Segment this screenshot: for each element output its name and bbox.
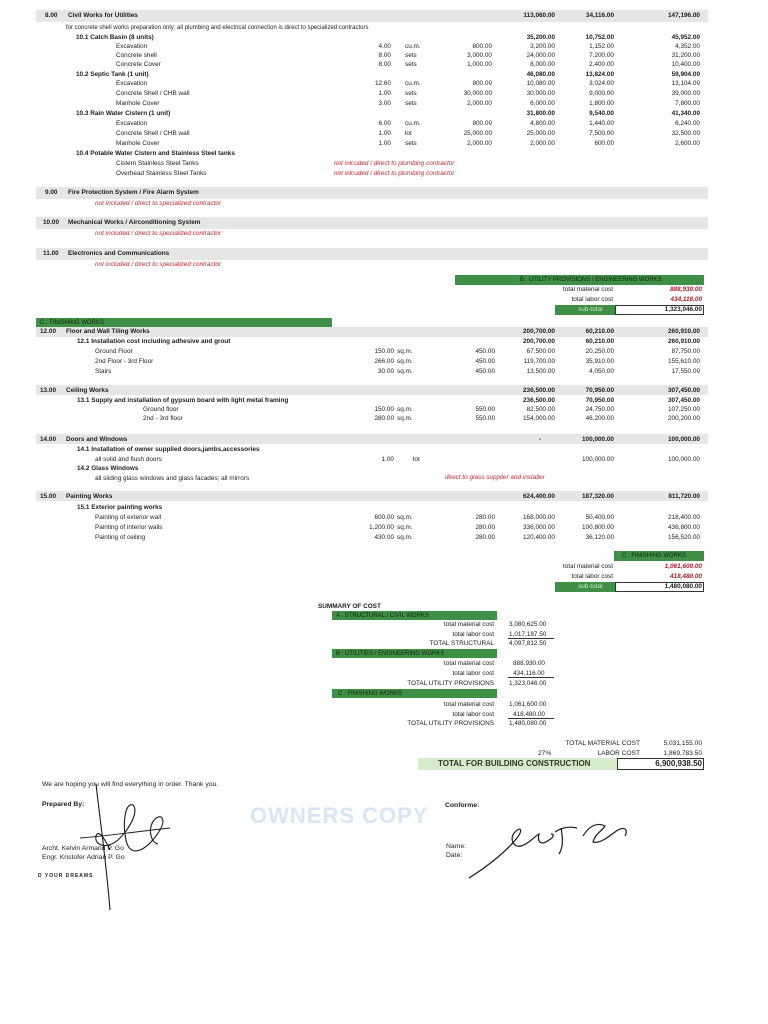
row-unit: sets (405, 90, 417, 97)
subsection-title: 10.2 Septic Tank (1 unit) (76, 71, 149, 78)
row-material: 2,000.00 (530, 140, 555, 147)
row-desc: Manhole Cover (116, 140, 160, 147)
subsection-title: 13.1 Supply and installation of gypsum board with light metal framing (77, 397, 289, 404)
subsection-total: 59,904.00 (671, 71, 700, 78)
signature-right (465, 808, 640, 888)
row-unit: sq.m. (397, 358, 413, 365)
row-rate: 280.00 (475, 534, 495, 541)
row-qty: 150.00 (374, 348, 394, 355)
summary-a-header: A : STRUCTURAL / CIVIL WORKS (336, 613, 429, 619)
not-included-note: direct to glass supplier and installer (445, 474, 545, 481)
summary-c-mat: 1,061,600.00 (509, 701, 547, 708)
section-12-material: 200,700.00 (523, 328, 555, 335)
section-13-material: 236,500.00 (523, 387, 555, 394)
section-11-number: 11.00 (43, 250, 59, 257)
conforme-label: Conforme: (445, 802, 480, 809)
b-summary-lab-label: total labor cost (571, 296, 613, 303)
subsection-labor: 60,210.00 (585, 338, 614, 345)
row-labor: 2,400.00 (589, 61, 614, 68)
section-13-number: 13.00 (40, 387, 56, 394)
summary-c-mat-label: total material cost (443, 701, 494, 708)
section-15-total: 811,720.00 (668, 493, 700, 500)
section-8-title: Civil Works for Utilities (68, 12, 138, 19)
row-labor: 7,500.00 (589, 130, 614, 137)
row-desc: Stairs (95, 368, 112, 375)
subsection-title: 10.3 Rain Water Cistern (1 unit) (76, 110, 171, 117)
grand-lab: 1,869,783.50 (663, 750, 702, 757)
row-desc: Concrete Shell / CHB wall (116, 90, 190, 97)
summary-b-header: B : UTILITIES / ENGINEERING WORKS (336, 651, 445, 657)
section-15-material: 624,400.00 (523, 493, 555, 500)
section-10-number: 10.00 (43, 219, 59, 226)
grand-lab-label: LABOR COST (597, 750, 640, 757)
row-labor: 1,440.00 (589, 120, 614, 127)
row-qty: 280.00 (374, 415, 394, 422)
subsection-title: 12.1 Installation cost including adhesive and grout (77, 338, 231, 345)
section-13-total: 307,450.00 (668, 387, 700, 394)
date-label: Date: (446, 852, 463, 859)
row-rate: 550.00 (475, 406, 495, 413)
row-labor: 35,910.00 (585, 358, 614, 365)
row-qty: 8.00 (378, 52, 391, 59)
row-rate: 30,000.00 (463, 90, 492, 97)
section-8-note: for concrete shell works preparation only; all plumbing and electrical connection is direct to specialized contractors (66, 25, 369, 31)
row-rate: 3,000.00 (467, 52, 492, 59)
row-qty: 12.60 (375, 80, 391, 87)
summary-a-underline (508, 638, 554, 639)
summary-c-lab: 418,480.00 (513, 711, 545, 718)
row-unit: sq.m. (397, 415, 413, 422)
subsection-title: 10.4 Potable Water Cistern and Stainless Steel tanks (76, 150, 235, 157)
row-rate: 2,000.00 (467, 100, 492, 107)
c-summary-mat-label: total material cost (562, 563, 613, 570)
row-total: 4,352.00 (675, 43, 700, 50)
subsection-total: 307,450.00 (668, 397, 700, 404)
row-material: 119,700.00 (523, 358, 555, 365)
c-summary-sub: 1,480,080.00 (664, 583, 702, 590)
summary-b-lab: 434,116.00 (513, 670, 545, 677)
b-summary-mat-label: total material cost (562, 286, 613, 293)
row-unit: sets (405, 100, 417, 107)
row-unit: sq.m. (397, 368, 413, 375)
row-labor: 3,024.00 (589, 80, 614, 87)
b-summary-sub: 1,323,046.00 (664, 306, 702, 313)
row-total: 31,200.00 (671, 52, 700, 59)
row-material: 336,000.00 (523, 524, 555, 531)
c-summary-header: C : FINISHING WORKS (622, 553, 687, 559)
subsection-material: 46,080.00 (526, 71, 555, 78)
row-qty: 8.00 (378, 61, 391, 68)
section-8-material: 113,060.00 (523, 12, 555, 19)
summary-c-tot-label: TOTAL UTILITY PROVISIONS (407, 720, 494, 727)
row-qty: 1,200.00 (369, 524, 394, 531)
row-material: 25,000.00 (526, 130, 555, 137)
row-rate: 280.00 (475, 524, 495, 531)
subsection-total: 41,340.00 (671, 110, 700, 117)
c-summary-mat: 1,061,600.00 (664, 563, 702, 570)
row-desc: Concrete shell (116, 52, 157, 59)
summary-a-tot-label: TOTAL STRUCTURAL (429, 640, 494, 647)
row-total: 2,600.00 (675, 140, 700, 147)
row-qty: 600.00 (374, 514, 394, 521)
row-qty: 4.00 (378, 43, 391, 50)
row-desc: Overhead Stainless Steel Tanks (116, 170, 207, 177)
section-15-labor: 187,320.00 (582, 493, 614, 500)
row-material: 8,000.00 (530, 61, 555, 68)
section-11-title: Electronics and Communications (68, 250, 170, 257)
grand-total: 6,900,938.50 (655, 759, 702, 768)
row-rate: 550.00 (475, 415, 495, 422)
row-desc: Ground floor (143, 406, 179, 413)
row-material: 24,000.00 (526, 52, 555, 59)
owners-copy-stamp: OWNERS COPY (250, 803, 429, 828)
row-desc: 2nd Floor - 3rd Floor (95, 358, 154, 365)
row-total: 10,400.00 (671, 61, 700, 68)
row-qty: 1.00 (381, 456, 394, 463)
subsection-title: 14.1 Installation of owner supplied doors,jambs,accessories (77, 446, 260, 453)
subsection-total: 260,910.00 (668, 338, 700, 345)
c-summary-sub-label: sub-total (578, 583, 603, 590)
row-total: 436,800.00 (668, 524, 700, 531)
prepared-by-label: Prepared By: (42, 801, 85, 808)
summary-a-tot: 4,097,812.50 (509, 640, 547, 647)
row-qty: 1.00 (378, 140, 391, 147)
row-material: 6,000.00 (530, 100, 555, 107)
c-summary-lab-label: total labor cost (571, 573, 613, 580)
row-material: 154,000.00 (523, 415, 555, 422)
row-desc: all solid and flush doors (95, 456, 162, 463)
row-material: 13,500.00 (526, 368, 555, 375)
section-12-labor: 60,210.00 (585, 328, 614, 335)
row-labor: 36,120.00 (585, 534, 614, 541)
subsection-labor: 13,824.00 (585, 71, 614, 78)
summary-b-mat-label: total material cost (443, 660, 494, 667)
row-total: 107,250.00 (668, 406, 700, 413)
row-unit: sq.m. (397, 524, 413, 531)
row-total: 32,500.00 (671, 130, 700, 137)
row-material: 30,000.00 (526, 90, 555, 97)
row-total: 13,104.00 (671, 80, 700, 87)
row-desc: Excavation (116, 43, 148, 50)
row-qty: 430.00 (374, 534, 394, 541)
row-unit: cu.m. (405, 43, 421, 50)
subsection-total: 45,952.00 (671, 34, 700, 41)
summary-b-tot: 1,323,046.00 (509, 680, 547, 687)
row-desc: Manhole Cover (116, 100, 160, 107)
row-unit: cu.m. (405, 80, 421, 87)
row-material: 10,080.00 (526, 80, 555, 87)
section-9-title: Fire Protection System / Fire Alarm System (68, 189, 199, 196)
b-summary-lab: 434,116.00 (670, 296, 702, 303)
row-rate: 280.00 (475, 514, 495, 521)
row-desc: Painting of ceiling (95, 534, 146, 541)
row-labor: 1,800.00 (589, 100, 614, 107)
section-12-title: Floor and Wall Tiling Works (66, 328, 150, 335)
row-rate: 450.00 (475, 348, 495, 355)
section-14-title: Doors and Windows (66, 436, 128, 443)
c-header: C : FINISHING WORKS (40, 320, 105, 326)
section-12-total: 260,910.00 (668, 328, 700, 335)
preparer-name-2: Engr. Kristofer Adrian P. Go (42, 854, 125, 861)
section-13-labor: 70,950.00 (585, 387, 614, 394)
row-unit: lot (405, 130, 412, 137)
subsection-title: 10.1 Catch Basin (8 units) (76, 34, 154, 41)
summary-title: SUMMARY OF COST (318, 603, 381, 610)
row-rate: 800.00 (472, 120, 492, 127)
section-14-labor: 100,000.00 (582, 436, 614, 443)
row-labor: 50,400.00 (585, 514, 614, 521)
row-total: 39,000.00 (671, 90, 700, 97)
summary-b-underline (508, 677, 554, 678)
row-qty: 30.00 (378, 368, 394, 375)
row-unit: sets (405, 140, 417, 147)
company-tagline: D YOUR DREAMS (38, 873, 94, 879)
row-total: 200,200.00 (668, 415, 700, 422)
subsection-material: 200,700.00 (523, 338, 555, 345)
row-total: 7,800.00 (675, 100, 700, 107)
b-summary-header: B : UTILITY PROVISIONS / ENGINEERING WORKS (520, 277, 662, 283)
preparer-name-1: Archt. Kelvin Armand P. Go (42, 845, 124, 852)
row-material: 120,400.00 (523, 534, 555, 541)
row-labor: 600.00 (594, 140, 614, 147)
row-qty: 6.00 (378, 120, 391, 127)
section-10-note: not included / direct to specialized contractor (95, 230, 222, 237)
grand-mat: 5,031,155.00 (663, 740, 702, 747)
row-material: 4,800.00 (530, 120, 555, 127)
summary-a-lab-label: total labor cost (452, 631, 494, 638)
row-rate: 800.00 (472, 43, 492, 50)
row-material: 168,000.00 (523, 514, 555, 521)
row-labor: 24,750.00 (585, 406, 614, 413)
row-unit: sq.m. (397, 406, 413, 413)
row-desc: Concrete Cover (116, 61, 161, 68)
row-desc: Cistern Stainless Steel Tanks (116, 160, 199, 167)
row-unit: sets (405, 52, 417, 59)
row-total: 17,550.00 (671, 368, 700, 375)
b-summary-sub-label: sub-total (578, 306, 603, 313)
section-14-material: - (538, 436, 541, 443)
row-unit: cu.m. (405, 120, 421, 127)
row-total: 6,240.00 (675, 120, 700, 127)
summary-c-header: C : FINISHING WORKS (338, 691, 403, 697)
summary-a-mat: 3,080,625.00 (509, 621, 547, 628)
section-9-note: not included / direct to specialized contractor (95, 200, 222, 207)
row-rate: 450.00 (475, 368, 495, 375)
summary-c-lab-label: total labor cost (452, 711, 494, 718)
row-desc: 2nd - 3rd floor (143, 415, 183, 422)
subsection-material: 31,800.00 (526, 110, 555, 117)
row-unit: sq.m. (397, 534, 413, 541)
summary-c-underline (508, 718, 554, 719)
subsection-labor: 9,540.00 (589, 110, 614, 117)
row-qty: 266.00 (374, 358, 394, 365)
summary-b-mat: 888,930.00 (513, 660, 545, 667)
row-unit: sq.m. (397, 514, 413, 521)
row-rate: 2,000.00 (467, 140, 492, 147)
row-material: 67,500.00 (526, 348, 555, 355)
not-included-note: not inlcuded / direct to plumbing contractor (334, 170, 455, 177)
row-qty: 1.00 (378, 90, 391, 97)
section-8-total: 147,196.00 (668, 12, 700, 19)
row-labor: 20,250.00 (585, 348, 614, 355)
summary-b-lab-label: total labor cost (452, 670, 494, 677)
section-9-number: 9.00 (45, 189, 58, 196)
subsection-labor: 10,752.00 (585, 34, 614, 41)
section-8-labor: 34,116.00 (585, 12, 614, 19)
section-15-title: Painting Works (66, 493, 113, 500)
section-14-total: 100,000.00 (668, 436, 700, 443)
row-labor: 46,200.00 (585, 415, 614, 422)
row-desc: Ground Floor (95, 348, 133, 355)
summary-b-tot-label: TOTAL UTILITY PROVISIONS (407, 680, 494, 687)
not-included-note: not inlcuded / direct to plumbing contractor (334, 160, 455, 167)
row-rate: 25,000.00 (463, 130, 492, 137)
row-labor: 100,000.00 (582, 456, 614, 463)
row-rate: 450.00 (475, 358, 495, 365)
row-unit: sets (405, 61, 417, 68)
row-unit: lot (413, 456, 420, 463)
row-total: 87,750.00 (671, 348, 700, 355)
row-labor: 100,800.00 (582, 524, 614, 531)
row-desc: Excavation (116, 80, 148, 87)
section-12-number: 12.00 (40, 328, 56, 335)
row-desc: Excavation (116, 120, 148, 127)
subsection-title: 15.1 Exterior painting works (77, 504, 163, 511)
grand-total-label: TOTAL FOR BUILDING CONSTRUCTION (438, 759, 591, 768)
row-desc: Painting of interior walls (95, 524, 163, 531)
section-13-title: Ceiling Works (66, 387, 109, 394)
row-qty: 3.00 (378, 100, 391, 107)
row-desc: all sliding glass windows and glass facades; all mirrors (95, 475, 250, 482)
row-total: 155,610.00 (668, 358, 700, 365)
subsection-material: 35,200.00 (526, 34, 555, 41)
section-11-note: not included / direct to specialized contractor (95, 261, 222, 268)
section-10-title: Mechanical Works / Airconditioning System (68, 219, 201, 226)
grand-mat-label: TOTAL MATERIAL COST (565, 740, 640, 747)
summary-a-lab: 1,017,187.50 (509, 631, 547, 638)
row-labor: 7,200.00 (589, 52, 614, 59)
thanks-text: We are hoping you will find everything in order. Thank you. (42, 781, 219, 788)
row-rate: 1,000.00 (467, 61, 492, 68)
row-material: 82,500.00 (526, 406, 555, 413)
subsection-title: 14.2 Glass Windows (77, 465, 139, 472)
row-labor: 1,152.00 (589, 43, 614, 50)
row-total: 156,520.00 (668, 534, 700, 541)
row-qty: 150.00 (374, 406, 394, 413)
row-unit: sq.m. (397, 348, 413, 355)
row-total: 218,400.00 (668, 514, 700, 521)
grand-pct: 27% (538, 750, 552, 757)
row-labor: 4,050.00 (589, 368, 614, 375)
section-15-number: 15.00 (40, 493, 56, 500)
row-total: 100,000.00 (668, 456, 700, 463)
section-14-number: 14.00 (40, 436, 56, 443)
subsection-labor: 70,950.00 (585, 397, 614, 404)
row-desc: Painting of exterior wall (95, 514, 162, 521)
row-labor: 9,000.00 (589, 90, 614, 97)
section-8-number: 8.00 (45, 12, 58, 19)
summary-a-mat-label: total material cost (443, 621, 494, 628)
b-summary-mat: 888,930.00 (670, 286, 702, 293)
row-qty: 1.00 (378, 130, 391, 137)
c-summary-lab: 418,480.00 (670, 573, 702, 580)
subsection-material: 236,500.00 (523, 397, 555, 404)
row-material: 3,200.00 (530, 43, 555, 50)
name-label: Name: (446, 843, 467, 850)
row-rate: 800.00 (472, 80, 492, 87)
summary-c-tot: 1,480,080.00 (509, 720, 547, 727)
row-desc: Concrete Shell / CHB wall (116, 130, 190, 137)
